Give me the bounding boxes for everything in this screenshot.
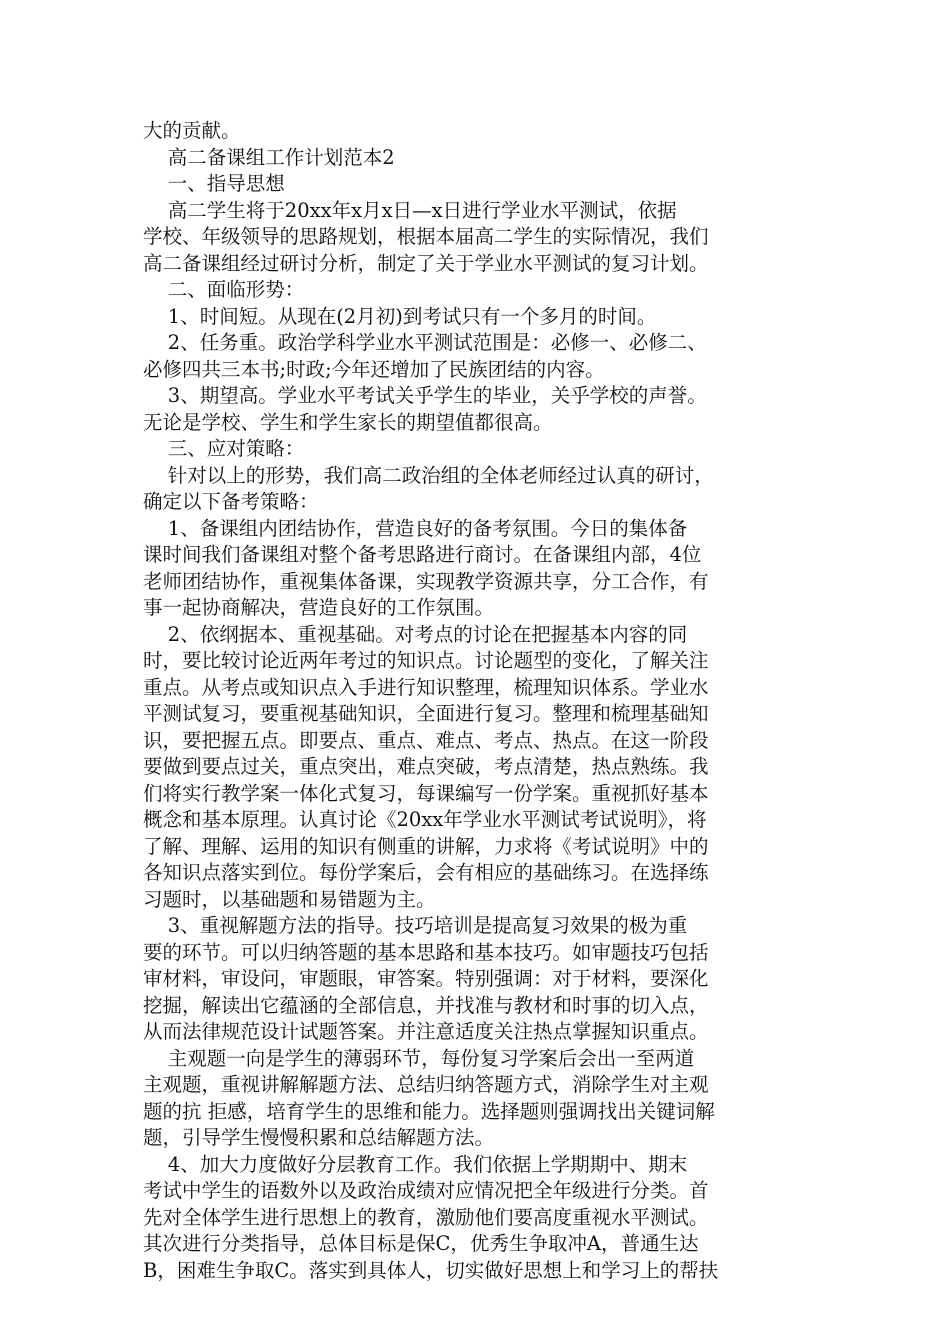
text-line: 高二备课组经过研讨分析，制定了关于学业水平测试的复习计划。 [143, 251, 709, 275]
text-line: 概念和基本原理。认真讨论《20xx年学业水平测试考试说明》，将 [143, 808, 707, 831]
text-line: 一、指导思想 [143, 172, 285, 195]
text-line: 4、加大力度做好分层教育工作。我们依据上学期期中、期末 [143, 1152, 688, 1176]
text-line: 课时间我们备课组对整个备考思路进行商讨。在备课组内部，4位 [143, 543, 702, 566]
text-line: 学校、年级领导的思路规划，根据本届高二学生的实际情况，我们 [143, 225, 709, 248]
text-line: 3、重视解题方法的指导。技巧培训是提高复习效果的极为重 [143, 914, 688, 937]
text-line: B，困难生争取C。落实到具体人，切实做好思想上和学习上的帮扶 [143, 1258, 719, 1282]
text-line: 们将实行教学案一体化式复习，每课编写一份学案。重视抓好基本 [143, 781, 709, 805]
text-line: 3、期望高。学业水平考试关乎学生的毕业，关乎学校的声誉。 [143, 384, 707, 407]
text-line: 老师团结协作，重视集体备课，实现教学资源共享，分工合作，有 [143, 569, 709, 593]
text-line: 无论是学校、学生和学生家长的期望值都很高。 [143, 410, 553, 434]
text-line: 二、面临形势： [143, 278, 305, 301]
text-line: 事一起协商解决，营造良好的工作氛围。 [143, 596, 495, 619]
document-page [143, 118, 807, 1284]
text-line: 2、依纲据本、重视基础。对考点的讨论在把握基本内容的同 [143, 622, 688, 646]
text-line: 三、应对策略： [143, 437, 305, 460]
text-line: 高二备课组工作计划范本2 [143, 145, 395, 169]
text-line: 挖掘，解读出它蕴涵的全部信息，并找准与教材和时事的切入点， [143, 993, 709, 1017]
text-line: 了解、理解、运用的知识有侧重的讲解，力求将《考试说明》中的 [143, 834, 709, 858]
text-line: 各知识点落实到位。每份学案后，会有相应的基础练习。在选择练 [143, 861, 709, 884]
text-line: 重点。从考点或知识点入手进行知识整理，梳理知识体系。学业水 [143, 675, 709, 699]
text-line: 2、任务重。政治学科学业水平测试范围是：必修一、必修二、 [143, 331, 707, 354]
text-line: 高二学生将于20xx年x月x日—x日进行学业水平测试，依据 [143, 198, 677, 222]
text-line: 题，引导学生慢慢积累和总结解题方法。 [143, 1126, 495, 1149]
text-line: 识，要把握五点。即要点、重点、难点、考点、热点。在这一阶段 [143, 728, 709, 752]
text-line: 要的环节。可以归纳答题的基本思路和基本技巧。如审题技巧包括 [143, 940, 709, 964]
text-line: 其次进行分类指导，总体目标是保C，优秀生争取冲A，普通生达 [143, 1232, 699, 1255]
text-line: 平测试复习，要重视基础知识，全面进行复习。整理和梳理基础知 [143, 702, 709, 725]
text-line: 要做到要点过关，重点突出，难点突破，考点清楚，热点熟练。我 [143, 755, 709, 778]
text-line: 审材料，审设问，审题眼，审答案。特别强调：对于材料，要深化 [143, 967, 709, 990]
text-line: 必修四共三本书;时政;今年还增加了民族团结的内容。 [143, 357, 605, 381]
text-line: 1、备课组内团结协作，营造良好的备考氛围。今日的集体备 [143, 516, 688, 540]
text-line: 考试中学生的语数外以及政治成绩对应情况把全年级进行分类。首 [143, 1179, 709, 1202]
text-line: 从而法律规范设计试题答案。并注意适度关注热点掌握知识重点。 [143, 1020, 709, 1043]
text-line: 确定以下备考策略： [143, 490, 319, 513]
text-line: 大的贡献。 [143, 119, 241, 142]
text-line: 时，要比较讨论近两年考过的知识点。讨论题型的变化，了解关注 [143, 649, 709, 672]
text-line: 针对以上的形势，我们高二政治组的全体老师经过认真的研讨， [143, 463, 714, 487]
text-line: 习题时，以基础题和易错题为主。 [143, 887, 436, 911]
text-line: 主观题，重视讲解解题方法、总结归纳答题方式，消除学生对主观 [143, 1073, 709, 1096]
text-line: 1、时间短。从现在(2月初)到考试只有一个多月的时间。 [143, 304, 657, 328]
text-line: 先对全体学生进行思想上的教育，激励他们要高度重视水平测试。 [143, 1205, 709, 1229]
text-line: 题的抗 拒感，培育学生的思维和能力。选择题则强调找出关键词解 [143, 1099, 715, 1123]
text-line: 主观题一向是学生的薄弱环节，每份复习学案后会出一至两道 [143, 1046, 695, 1070]
